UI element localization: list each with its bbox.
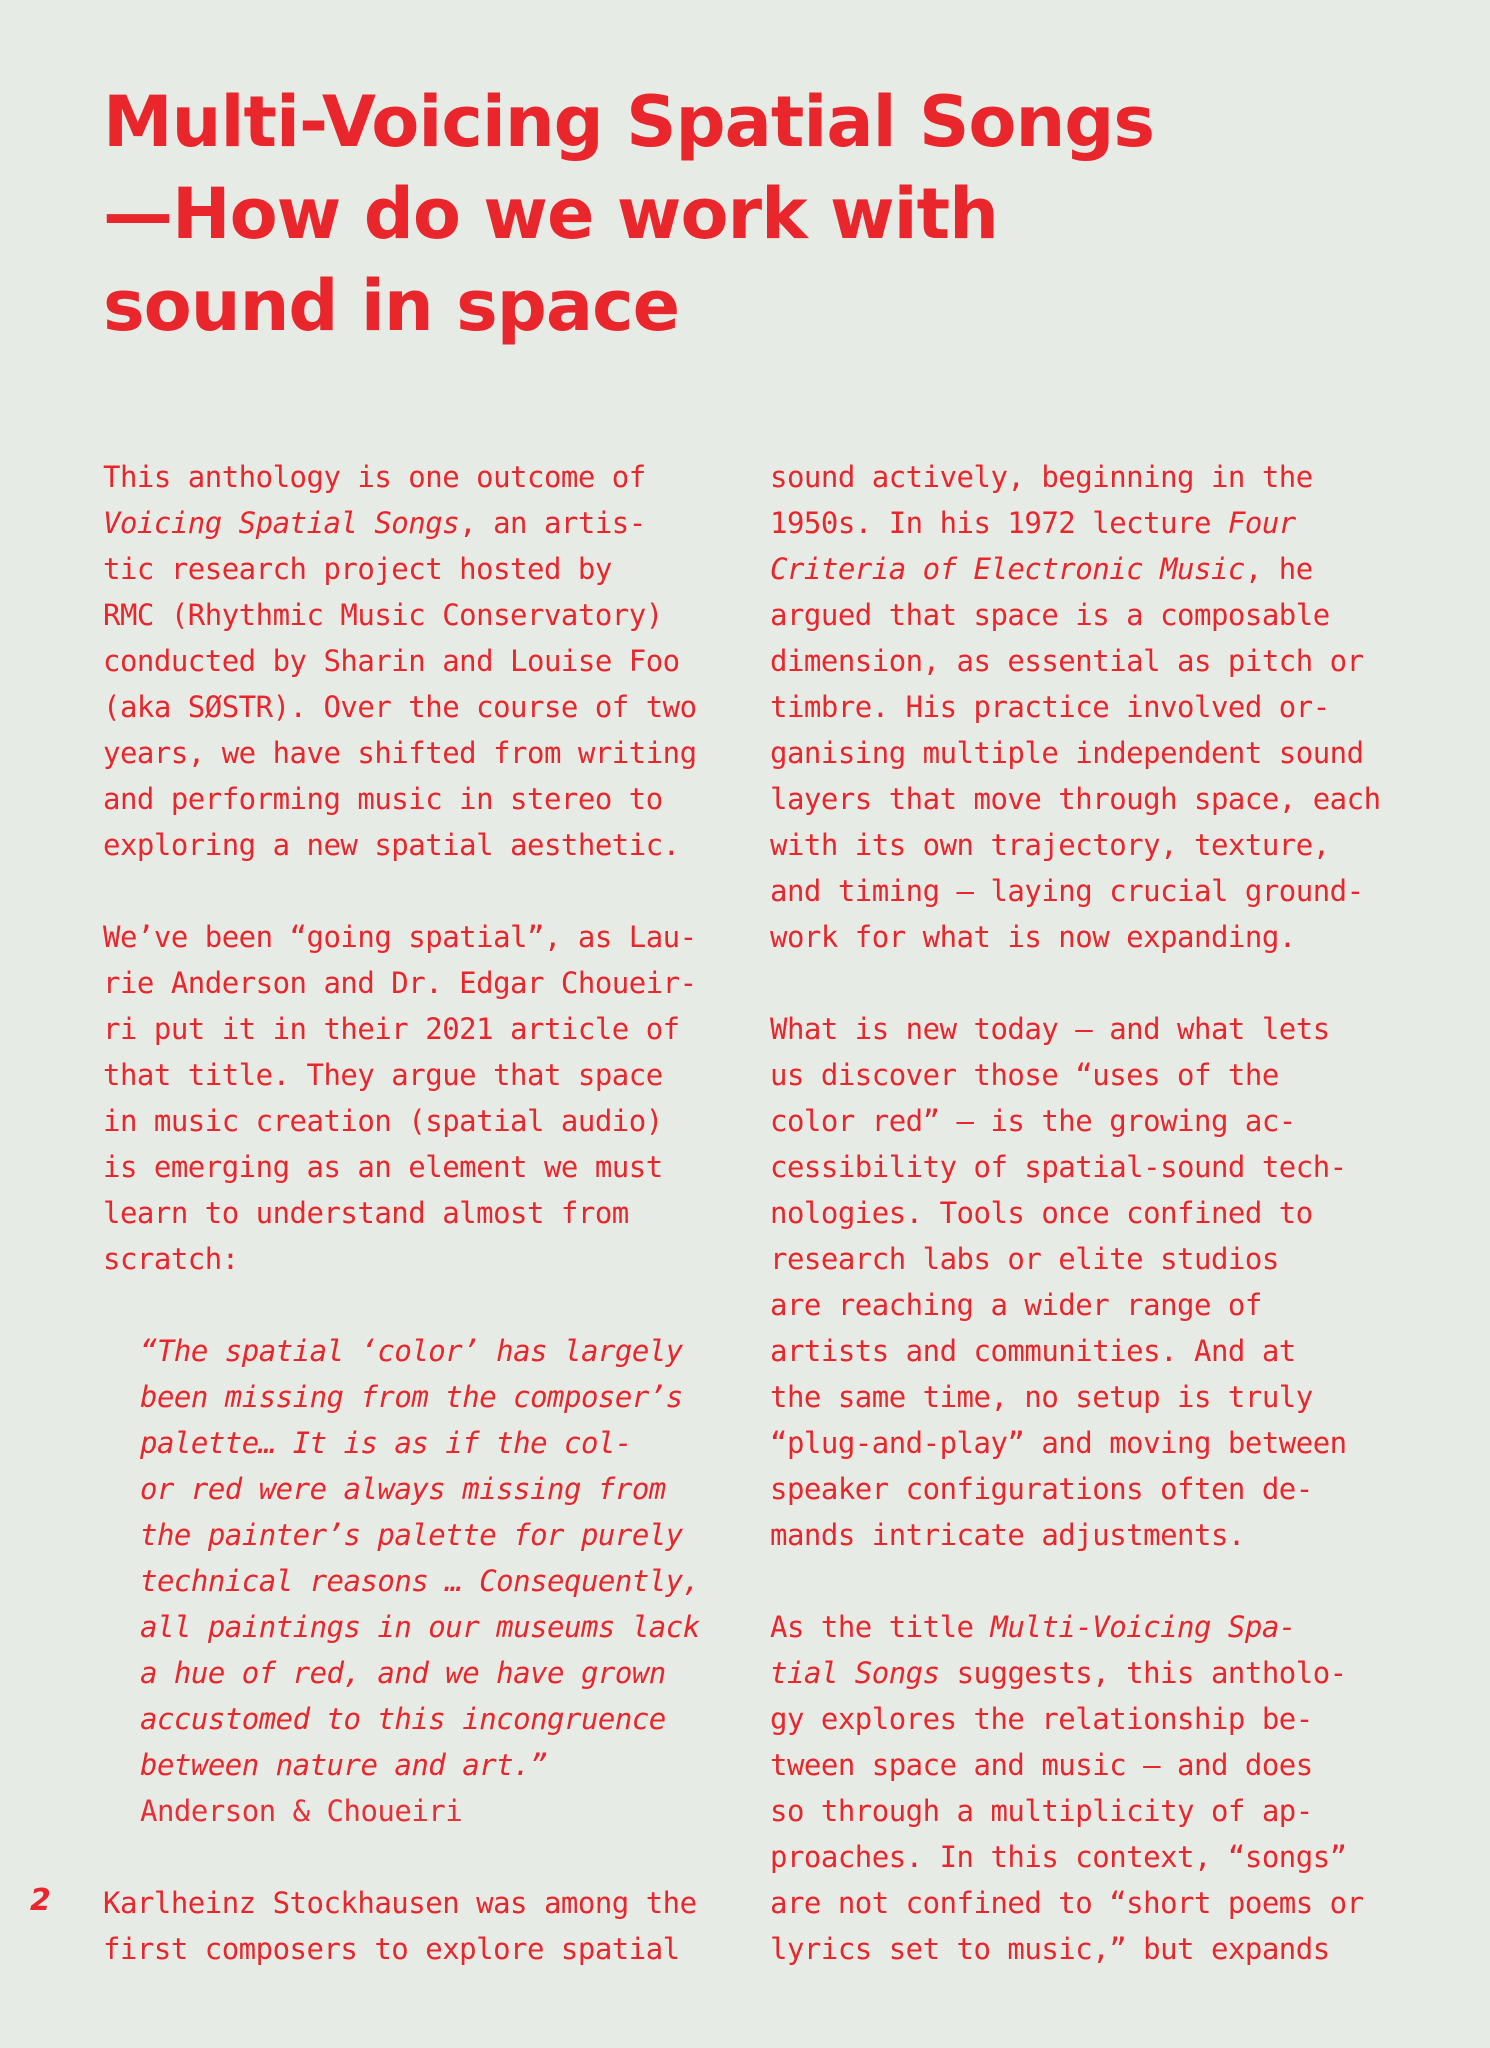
text-line: exploring a new spatial aesthetic.	[103, 828, 680, 862]
text-line: ri put it in their 2021 article of	[103, 1012, 680, 1046]
text-line: lyrics set to music,” but expands	[770, 1932, 1330, 1966]
text-line: Criteria of Electronic Music, he	[770, 552, 1313, 586]
text-line: dimension, as essential as pitch or	[770, 644, 1364, 678]
left-column	[103, 454, 743, 1972]
text-line: learn to understand almost from	[103, 1196, 629, 1230]
stockhausen-continued-paragraph	[770, 454, 1430, 960]
quote-line: a hue of red, and we have grown	[140, 1656, 666, 1690]
quote-line: the painter’s palette for purely	[140, 1518, 683, 1552]
text-line: rie Anderson and Dr. Edgar Choueir-	[103, 966, 697, 1000]
anthology-title-italic: Multi-Voicing Spa-	[990, 1610, 1296, 1644]
text-line: mands intricate adjustments.	[770, 1518, 1245, 1552]
text-line: and timing — laying crucial ground-	[770, 874, 1364, 908]
quote-attribution: Anderson & Choueiri	[140, 1794, 463, 1828]
text-line: speaker configurations often de-	[770, 1472, 1313, 1506]
text-line: us discover those “uses of the	[770, 1058, 1279, 1092]
text-line: and performing music in stereo to	[103, 782, 663, 816]
text-line: so through a multiplicity of ap-	[770, 1794, 1313, 1828]
article-title	[103, 76, 1423, 352]
quote-line: “The spatial ‘color’ has largely	[140, 1334, 683, 1368]
quote-line: palette… It is as if the col-	[140, 1426, 632, 1460]
lecture-title-italic: Criteria of Electronic Music	[770, 552, 1245, 586]
quote-line: or red were always missing from	[140, 1472, 666, 1506]
quote-line: been missing from the composer’s	[140, 1380, 683, 1414]
text-line: proaches. In this context, “songs”	[770, 1840, 1347, 1874]
new-today-paragraph	[770, 1006, 1430, 1558]
quote-line: between nature and art.”	[140, 1748, 548, 1782]
text-line: first composers to explore spatial	[103, 1932, 680, 1966]
text-line: with its own trajectory, texture,	[770, 828, 1330, 862]
text-line: “plug-and-play” and moving between	[770, 1426, 1347, 1460]
page-number: 2	[30, 1883, 51, 1918]
text-line: What is new today — and what lets	[770, 1012, 1330, 1046]
text-line: This anthology is one outcome of	[103, 460, 646, 494]
text-line: tic research project hosted by	[103, 552, 612, 586]
text-line: is emerging as an element we must	[103, 1150, 663, 1184]
text-line: (aka SØSTR). Over the course of two	[103, 690, 697, 724]
quote-line: accustomed to this incongruence	[140, 1702, 666, 1736]
text-line: tween space and music — and does	[770, 1748, 1313, 1782]
text-line: research labs or elite studios	[770, 1242, 1279, 1276]
text-line: We’ve been “going spatial”, as Lau-	[103, 920, 697, 954]
text-line: argued that space is a composable	[770, 598, 1330, 632]
anthology-title-italic: tial Songs	[770, 1656, 940, 1690]
text-line: Karlheinz Stockhausen was among the	[103, 1886, 697, 1920]
lecture-title-italic: Four	[1227, 506, 1296, 540]
quote-line: all paintings in our museums lack	[140, 1610, 700, 1644]
text-line: that title. They argue that space	[103, 1058, 663, 1092]
text-line: in music creation (spatial audio)	[103, 1104, 663, 1138]
text-line: timbre. His practice involved or-	[770, 690, 1330, 724]
intro-paragraph	[103, 454, 743, 868]
text-line: color red” — is the growing ac-	[770, 1104, 1296, 1138]
right-column	[770, 454, 1430, 1972]
text-line: sound actively, beginning in the	[770, 460, 1313, 494]
anthology-title-paragraph	[770, 1604, 1430, 1972]
text-line: RMC (Rhythmic Music Conservatory)	[103, 598, 663, 632]
text-line: nologies. Tools once confined to	[770, 1196, 1313, 1230]
title-line-1: Multi-Voicing Spatial Songs	[103, 81, 1155, 163]
text-line: are reaching a wider range of	[770, 1288, 1262, 1322]
text-line: As the title Multi-Voicing Spa-	[770, 1610, 1296, 1644]
text-line: 1950s. In his 1972 lecture Four	[770, 506, 1296, 540]
title-line-3: sound in space	[103, 265, 680, 347]
block-quote	[103, 1328, 743, 1834]
text-line: years, we have shifted from writing	[103, 736, 697, 770]
text-line: work for what is now expanding.	[770, 920, 1296, 954]
going-spatial-paragraph	[103, 914, 743, 1282]
project-title-italic: Voicing Spatial Songs	[103, 506, 460, 540]
text-line: are not confined to “short poems or	[770, 1886, 1364, 1920]
text-line: gy explores the relationship be-	[770, 1702, 1313, 1736]
text-line: Voicing Spatial Songs, an artis-	[103, 506, 646, 540]
text-line: cessibility of spatial-sound tech-	[770, 1150, 1347, 1184]
text-line: conducted by Sharin and Louise Foo	[103, 644, 680, 678]
text-line: ganising multiple independent sound	[770, 736, 1364, 770]
stockhausen-paragraph	[103, 1880, 743, 1972]
text-line: artists and communities. And at	[770, 1334, 1296, 1368]
text-line: the same time, no setup is truly	[770, 1380, 1313, 1414]
text-line: scratch:	[103, 1242, 239, 1276]
title-line-2: —How do we work with	[103, 173, 998, 255]
text-line: tial Songs suggests, this antholo-	[770, 1656, 1347, 1690]
quote-line: technical reasons … Consequently,	[140, 1564, 700, 1598]
text-line: layers that move through space, each	[770, 782, 1381, 816]
